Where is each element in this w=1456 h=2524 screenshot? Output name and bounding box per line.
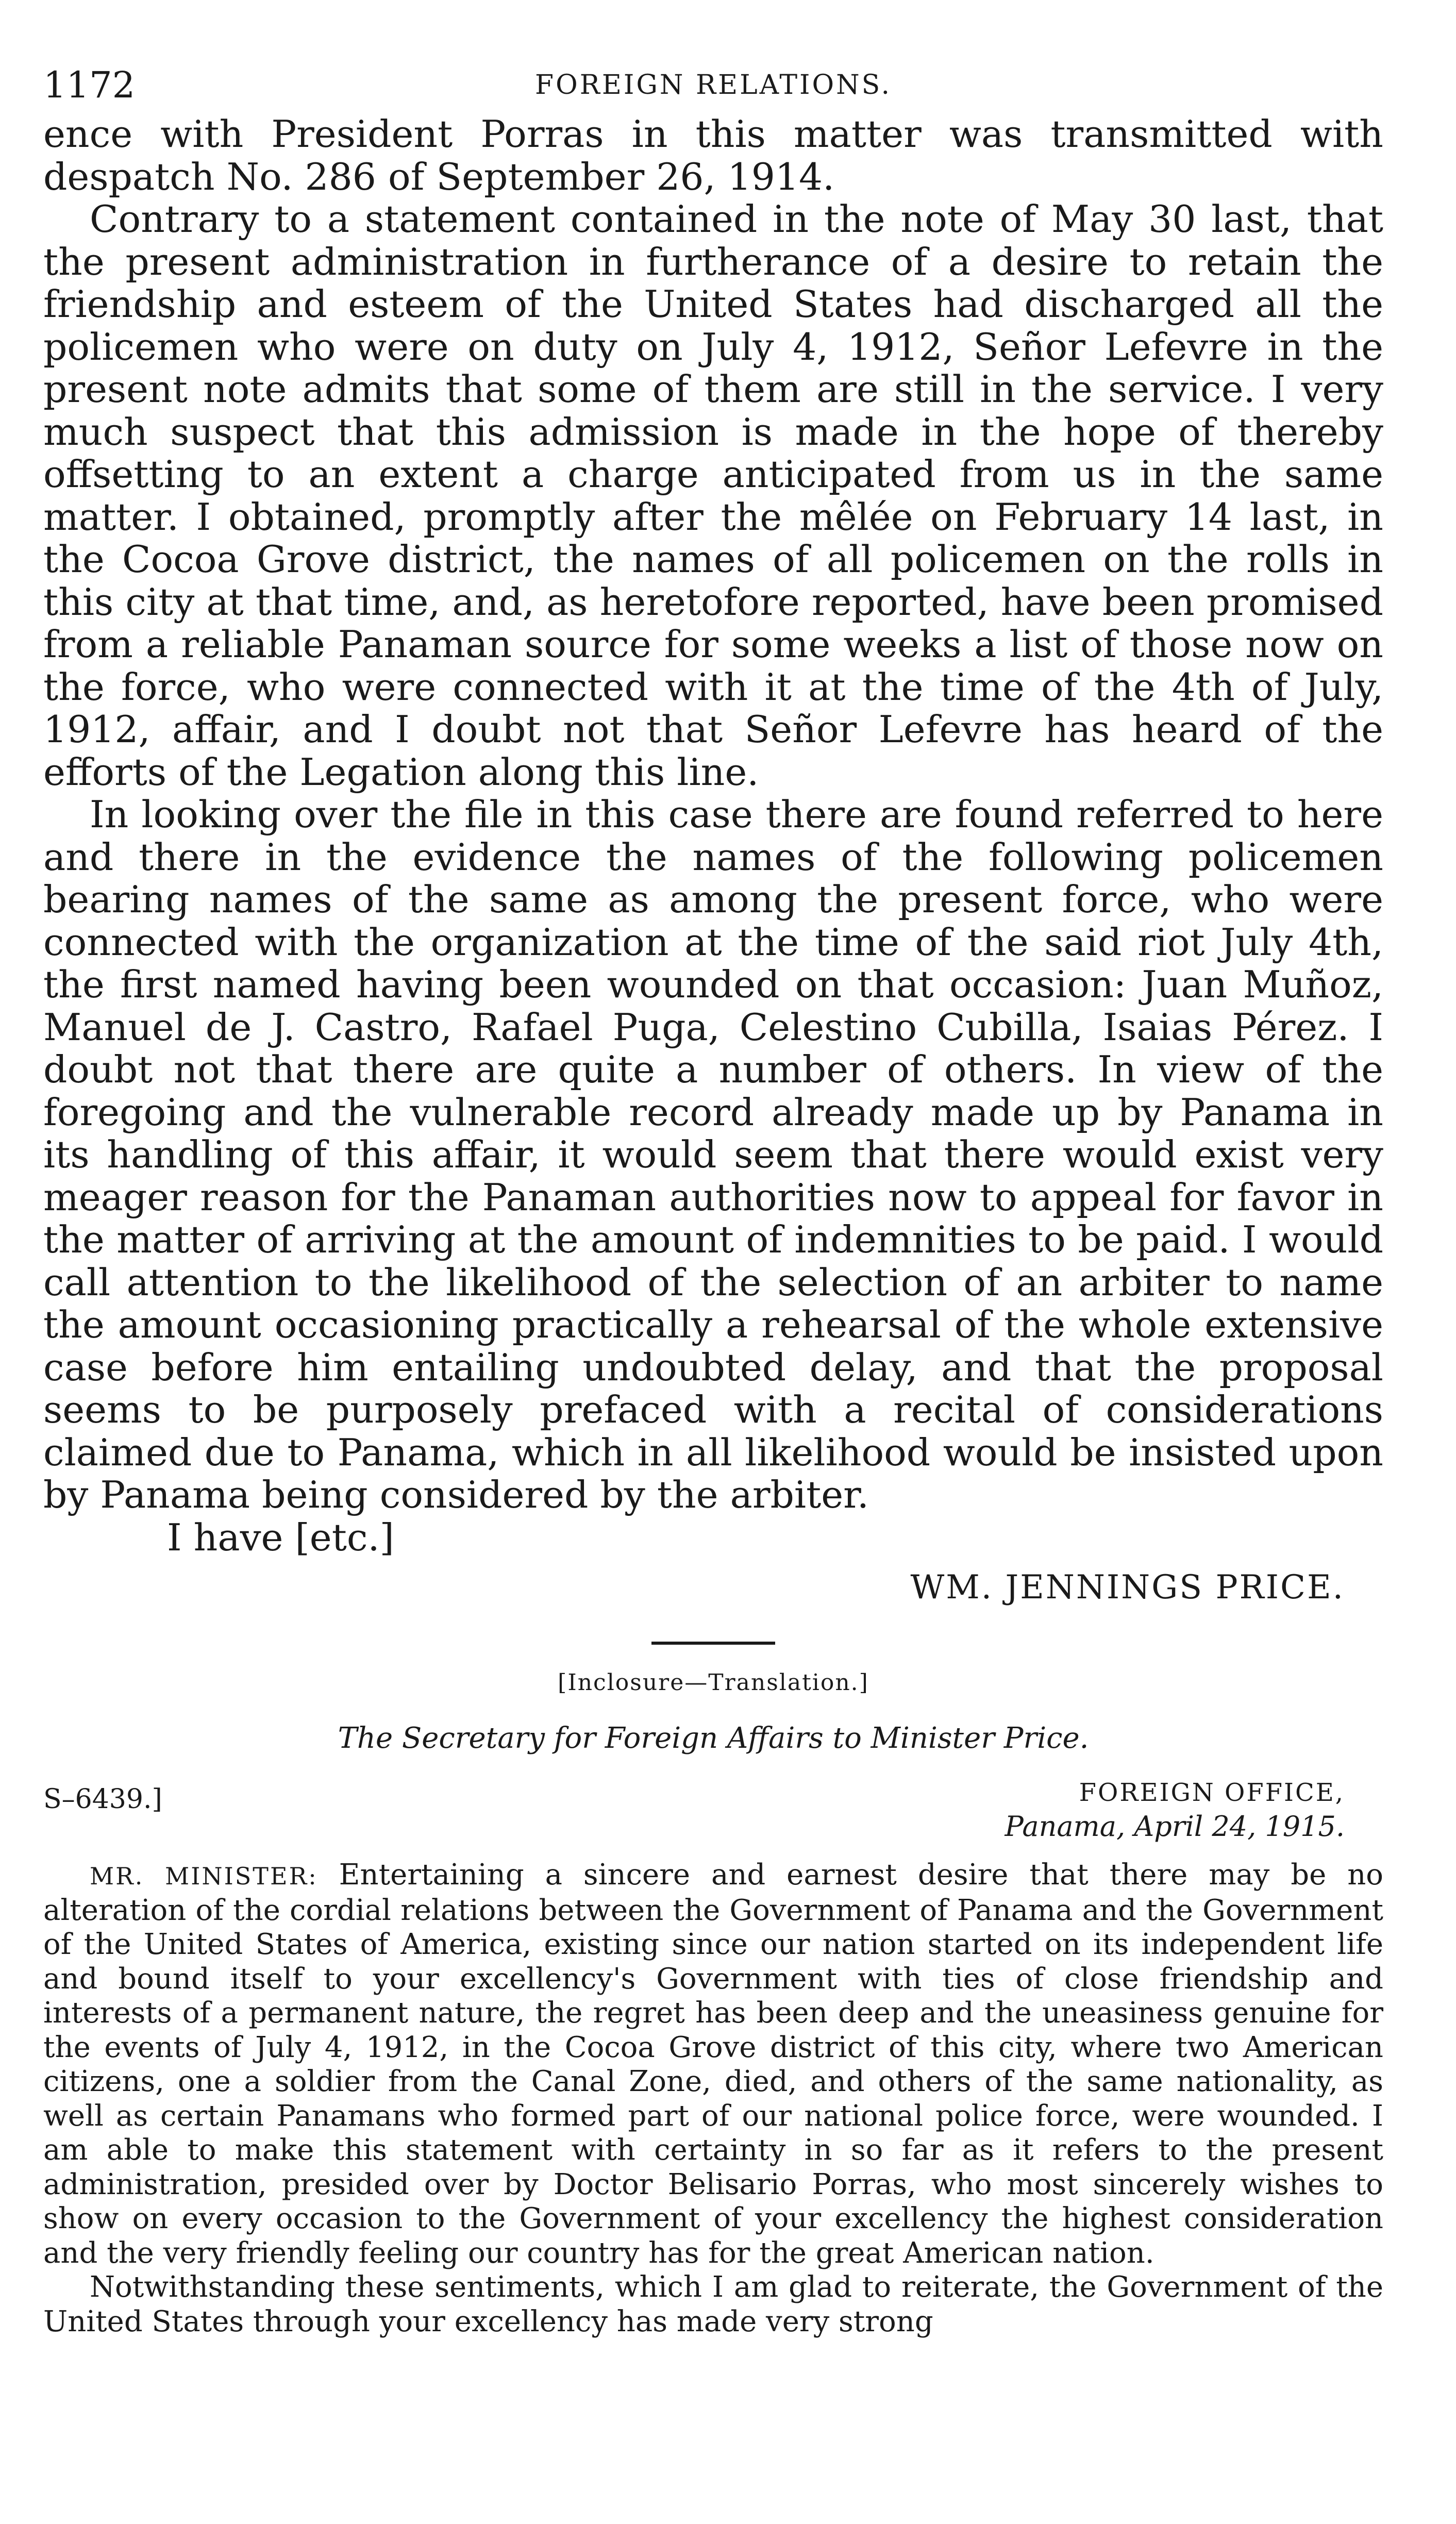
body-paragraph: Contrary to a statement contained in the note of May 30 last, that the present administration in furtherance of a desire to retain the friendship and esteem of the United States had discharged all the policemen who were on duty on July 4, 1912, Señor Lefevre in the present note admits that some of them are still in the service. I very much suspect that this admission is made in the hope of thereby offsetting to an extent a charge anticipated from us in the same matter. I obtained, promptly after the mêlée on February 14 last, in the Cocoa Grove district, the names of all policemen on the rolls in this city at that time, and, as heretofore reported, have been promised from a reliable Panaman source for some weeks a list of those now on the force, who were connected with it at the time of the 4th of July, 1912, affair, and I doubt not that Señor Lefevre has heard of the efforts of the Legation along this line. <box>43 198 1383 794</box>
file-reference: S–6439.] <box>43 1784 162 1815</box>
document-page <box>43 62 1383 2339</box>
signature: WM. JENNINGS PRICE. <box>910 1568 1345 1607</box>
section-divider <box>651 1642 775 1645</box>
page-header <box>43 62 1383 108</box>
inclosure-paragraph <box>43 1858 1383 2270</box>
office-block <box>1005 1776 1345 1844</box>
inclosure-title: The Secretary for Foreign Affairs to Minister Price. <box>338 1721 1089 1755</box>
letter-body <box>43 113 1383 1517</box>
salutation: MR. MINISTER: <box>90 1862 318 1890</box>
inclosure-body <box>43 1858 1383 2339</box>
running-head: FOREIGN RELATIONS. <box>535 70 892 101</box>
closing-line: I have [etc.] <box>167 1516 394 1560</box>
body-paragraph: ence with President Porras in this matter was transmitted with despatch No. 286 of September 26, 1914. <box>43 113 1383 199</box>
inclosure-label: [Inclosure—Translation.] <box>558 1669 869 1696</box>
place-date: Panama, April 24, 1915. <box>1005 1810 1345 1843</box>
inclosure-paragraph: Notwithstanding these sentiments, which I am glad to reiterate, the Government of the United States through your excellency has made very strong <box>43 2270 1383 2338</box>
page-number: 1172 <box>43 64 136 106</box>
inclosure-paragraph-text: Entertaining a sincere and earnest desire that there may be no alteration of the cordial relations between the Government of Panama and the Government of the United States of America, existing since our nation started on its independent life and bound itself to your excellency's Government with ties of close friendship and interests of a permanent nature, the regret has been deep and the uneasiness genuine for the events of July 4, 1912, in the Cocoa Grove district of this city, where two American citizens, one a soldier from the Canal Zone, died, and others of the same nationality, as well as certain Panamans who formed part of our national police force, were wounded. I am able to make this statement with certainty in so far as it refers to the present administration, presided over by Doctor Belisario Porras, who most sincerely wishes to show on every occasion to the Government of your excellency the highest consideration and the very friendly feeling our country has for the great American nation. <box>43 1858 1383 2270</box>
body-paragraph: In looking over the file in this case there are found referred to here and there in the evidence the names of the following policemen bearing names of the same as among the present force, who were connected with the organization at the time of the said riot July 4th, the first named having been wounded on that occasion: Juan Muñoz, Manuel de J. Castro, Rafael Puga, Celestino Cubilla, Isaias Pérez. I doubt not that there are quite a number of others. In view of the foregoing and the vulnerable record already made up by Panama in its handling of this affair, it would seem that there would exist very meager reason for the Panaman authorities now to appeal for favor in the matter of arriving at the amount of indemnities to be paid. I would call attention to the likelihood of the selection of an arbiter to name the amount occasioning practically a rehearsal of the whole extensive case before him entailing undoubted delay, and that the proposal seems to be purposely prefaced with a recital of considerations claimed due to Panama, which in all likelihood would be insisted upon by Panama being considered by the arbiter. <box>43 793 1383 1517</box>
office-name: FOREIGN OFFICE, <box>1079 1778 1345 1807</box>
inclosure-meta <box>43 1776 1383 1848</box>
